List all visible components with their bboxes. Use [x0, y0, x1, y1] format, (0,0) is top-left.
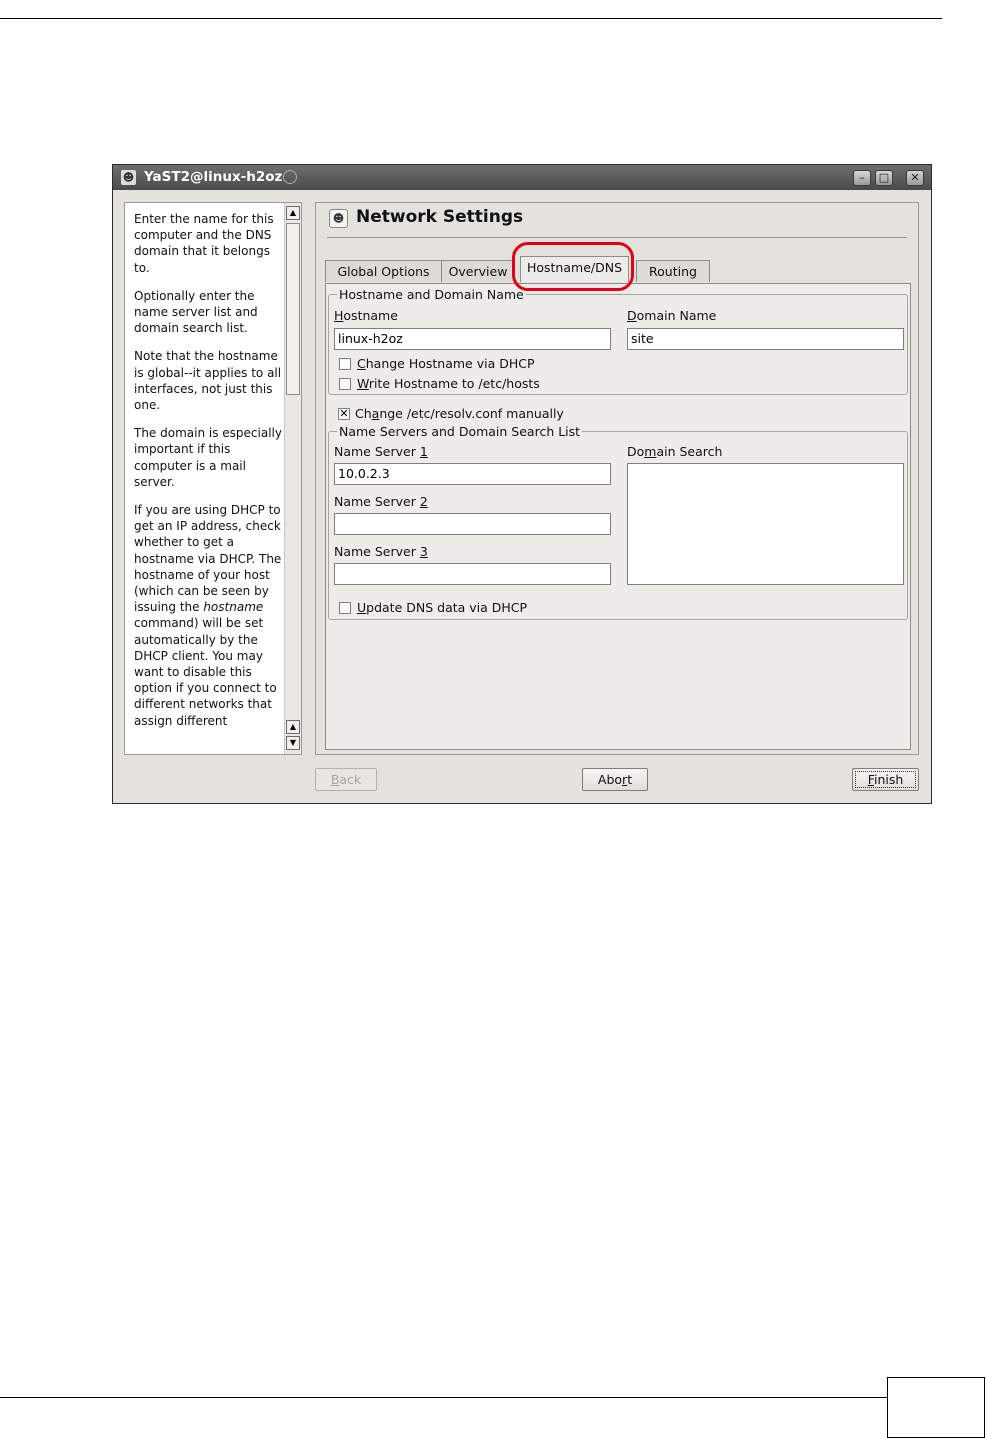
document-bottom-rule — [0, 1397, 887, 1398]
tab-global-options[interactable]: Global Options — [325, 260, 442, 282]
help-scrollbar[interactable] — [284, 203, 301, 754]
highlight-annotation — [512, 242, 634, 291]
help-paragraph: Enter the name for this computer and the DNS domain that it belongs to. — [134, 212, 274, 275]
help-paragraph: Optionally enter the name server list and domain search list. — [134, 288, 258, 336]
finish-button[interactable]: Finish — [852, 768, 919, 791]
update-dns-dhcp-label[interactable]: Update DNS data via DHCP — [357, 600, 528, 615]
network-settings-icon: ☻ — [329, 209, 348, 228]
name-server-3-label: Name Server 3 — [334, 544, 428, 559]
minimize-button[interactable]: – — [853, 170, 871, 186]
scroll-down-icon[interactable]: ▼ — [286, 736, 300, 750]
suse-logo-icon — [283, 170, 297, 184]
scroll-up-icon[interactable]: ▲ — [286, 720, 300, 734]
change-resolv-conf-checkbox[interactable]: ✕ — [339, 407, 349, 420]
name-servers-group — [328, 424, 908, 620]
group-legend: Name Servers and Domain Search List — [339, 424, 581, 439]
write-hostname-hosts-checkbox[interactable] — [339, 378, 351, 390]
help-text — [134, 211, 284, 741]
write-hostname-hosts-label[interactable]: Write Hostname to /etc/hosts — [357, 376, 540, 391]
change-resolv-conf-label[interactable]: Change /etc/resolv.conf manually — [355, 406, 564, 421]
scroll-thumb[interactable] — [286, 223, 300, 395]
hostname-input[interactable]: linux-h2oz — [334, 328, 611, 350]
abort-button[interactable]: Abort — [582, 768, 648, 791]
change-hostname-dhcp-checkbox[interactable] — [339, 358, 351, 370]
page-number-box — [887, 1377, 985, 1438]
update-dns-dhcp-checkbox[interactable] — [339, 602, 351, 614]
back-button[interactable]: Back — [315, 768, 377, 791]
main-pane — [315, 202, 919, 755]
tab-hostname-dns[interactable]: Hostname/DNS — [520, 256, 629, 282]
tab-routing[interactable]: Routing — [636, 260, 710, 282]
yast-app-icon: ☻ — [122, 171, 135, 184]
group-legend: Hostname and Domain Name — [339, 287, 524, 302]
name-server-1-input[interactable]: 10.0.2.3 — [334, 463, 611, 485]
window-title: YaST2@linux-h2oz — [144, 169, 283, 185]
close-button[interactable]: ✕ — [906, 170, 924, 186]
name-server-2-label: Name Server 2 — [334, 494, 428, 509]
help-pane[interactable] — [124, 202, 302, 755]
tab-panel — [325, 283, 911, 750]
document-top-rule — [0, 18, 942, 19]
scroll-up-icon[interactable]: ▲ — [286, 206, 300, 220]
name-server-1-label: Name Server 1 — [334, 444, 428, 459]
domain-search-textarea[interactable] — [627, 463, 904, 585]
name-server-3-input[interactable] — [334, 563, 611, 585]
help-paragraph: The domain is especially important if this computer is a mail server. — [134, 426, 282, 489]
header-divider — [327, 237, 907, 238]
help-paragraph: If you are using DHCP to get an IP address, check whether to get a hostname via DHCP. The hostname of your host (which can be seen by issuing the hostname command) will be set automatically by the DHCP client. You may want to disable this option if you connect to different networks that assign different — [134, 503, 282, 728]
domain-name-input[interactable]: site — [627, 328, 904, 350]
title-bar[interactable] — [113, 165, 931, 190]
hostname-label: Hostname — [334, 308, 398, 323]
name-server-2-input[interactable] — [334, 513, 611, 535]
domain-search-label: Domain Search — [627, 444, 723, 459]
maximize-button[interactable]: □ — [875, 170, 893, 186]
tab-overview[interactable]: Overview — [441, 260, 515, 282]
page-title: Network Settings — [356, 207, 524, 227]
help-paragraph: Note that the hostname is global--it applies to all interfaces, not just this one. — [134, 349, 282, 413]
change-hostname-dhcp-label[interactable]: Change Hostname via DHCP — [357, 356, 535, 371]
yast-window — [112, 164, 932, 804]
hostname-domain-group — [328, 287, 908, 395]
domain-name-label: Domain Name — [627, 308, 717, 323]
